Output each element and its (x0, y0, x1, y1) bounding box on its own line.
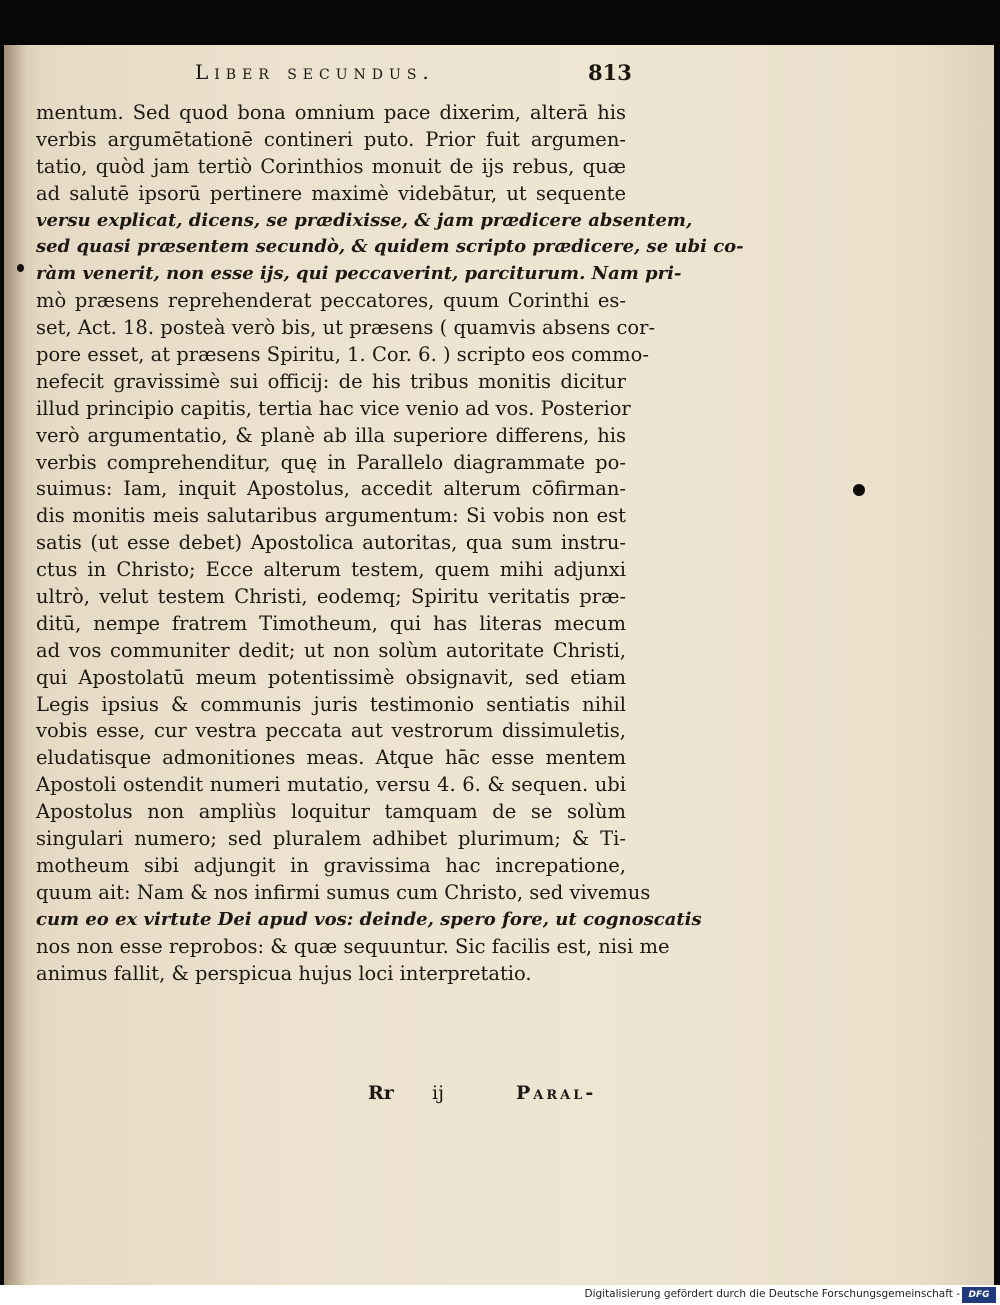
text-line: qui Apostolatū meum potentissimè obsignavit, sed etiam (36, 665, 626, 689)
text-line: motheum sibi adjungit in gravissima hac increpatione, (36, 853, 626, 877)
signature-mark: Rr (368, 1082, 394, 1104)
text-line: nos non esse reprobos: & quæ sequuntur. Sic facilis est, nisi me (36, 934, 670, 958)
dfg-logo[interactable]: DFG (962, 1287, 996, 1303)
text-line: versu explicat, dicens, se prædixisse, & jam prædicere absentem, (36, 209, 693, 231)
footer-bar (0, 1285, 1000, 1305)
text-line: mò præsens reprehenderat peccatores, quum Corinthi es- (36, 289, 626, 313)
text-line: ràm venerit, non esse ijs, qui peccaverint, parciturum. Nam pri- (36, 263, 682, 285)
body-text (36, 100, 744, 987)
text-line: dis monitis meis salutaribus argumentum: Si vobis non est (36, 504, 626, 528)
text-line: verbis comprehenditur, quę in Parallelo diagrammate po- (36, 450, 626, 474)
text-line: suimus: Iam, inquit Apostolus, accedit alterum cōfirman- (36, 477, 626, 501)
text-line: set, Act. 18. posteà verò bis, ut præsens ( quamvis absens cor- (36, 316, 656, 340)
catchword: Paral- (516, 1082, 597, 1104)
page-number: 813 (588, 60, 632, 85)
text-line: Apostoli ostendit numeri mutatio, versu 4. 6. & sequen. ubi (36, 773, 626, 797)
text-line: sed quasi præsentem secundò, & quidem scripto prædicere, se ubi co- (36, 236, 744, 258)
text-line: vobis esse, cur vestra peccata aut vestrorum dissimuletis, (36, 719, 626, 743)
text-line: ctus in Christo; Ecce alterum testem, quem mihi adjunxi (36, 558, 626, 582)
text-line: ultrò, velut testem Christi, eodemq; Spiritu veritatis præ- (36, 585, 626, 609)
text-line: eludatisque admonitiones meas. Atque hāc esse mentem (36, 746, 626, 770)
text-line: satis (ut esse debet) Apostolica autoritas, qua sum instru- (36, 531, 626, 555)
text-line: animus fallit, & perspicua hujus loci interpretatio. (36, 961, 532, 985)
ink-blot-mark (853, 484, 865, 496)
leaf-number: ij (432, 1082, 444, 1104)
text-line: cum eo ex virtute Dei apud vos: deinde, spero fore, ut cognoscatis (36, 908, 702, 930)
footer-credit: Digitalisierung gefördert durch die Deutsche Forschungsgemeinschaft - (584, 1288, 960, 1300)
text-line: ditū, nempe fratrem Timotheum, qui has literas mecum (36, 611, 626, 635)
text-line: Apostolus non ampliùs loquitur tamquam de se solùm (36, 800, 626, 824)
gutter-shadow (4, 45, 26, 1285)
text-line: mentum. Sed quod bona omnium pace dixerim, alterā his (36, 101, 626, 124)
text-line: singulari numero; sed pluralem adhibet plurimum; & Ti- (36, 827, 626, 851)
text-line: verò argumentatio, & planè ab illa superiore differens, his (36, 423, 626, 447)
text-line: verbis argumētationē contineri puto. Prior fuit argumen- (36, 127, 626, 151)
text-line: quum ait: Nam & nos infirmi sumus cum Christo, sed vivemus (36, 880, 651, 904)
text-line: nefecit gravissimè sui officij: de his tribus monitis dicitur (36, 369, 626, 393)
running-head: Liber secundus. (195, 60, 435, 84)
text-line: illud principio capitis, tertia hac vice venio ad vos. Posterior (36, 396, 631, 420)
text-line: Legis ipsius & communis juris testimonio sentiatis nihil (36, 692, 626, 716)
text-line: pore esset, at præsens Spiritu, 1. Cor. 6. ) scripto eos commo- (36, 343, 649, 367)
text-line: tatio, quòd jam tertiò Corinthios monuit de ijs rebus, quæ (36, 154, 626, 178)
text-line: ad salutē ipsorū pertinere maximè videbātur, ut sequente (36, 181, 626, 205)
ink-bullet-mark (17, 264, 24, 272)
text-line: ad vos communiter dedit; ut non solùm autoritate Christi, (36, 638, 626, 662)
